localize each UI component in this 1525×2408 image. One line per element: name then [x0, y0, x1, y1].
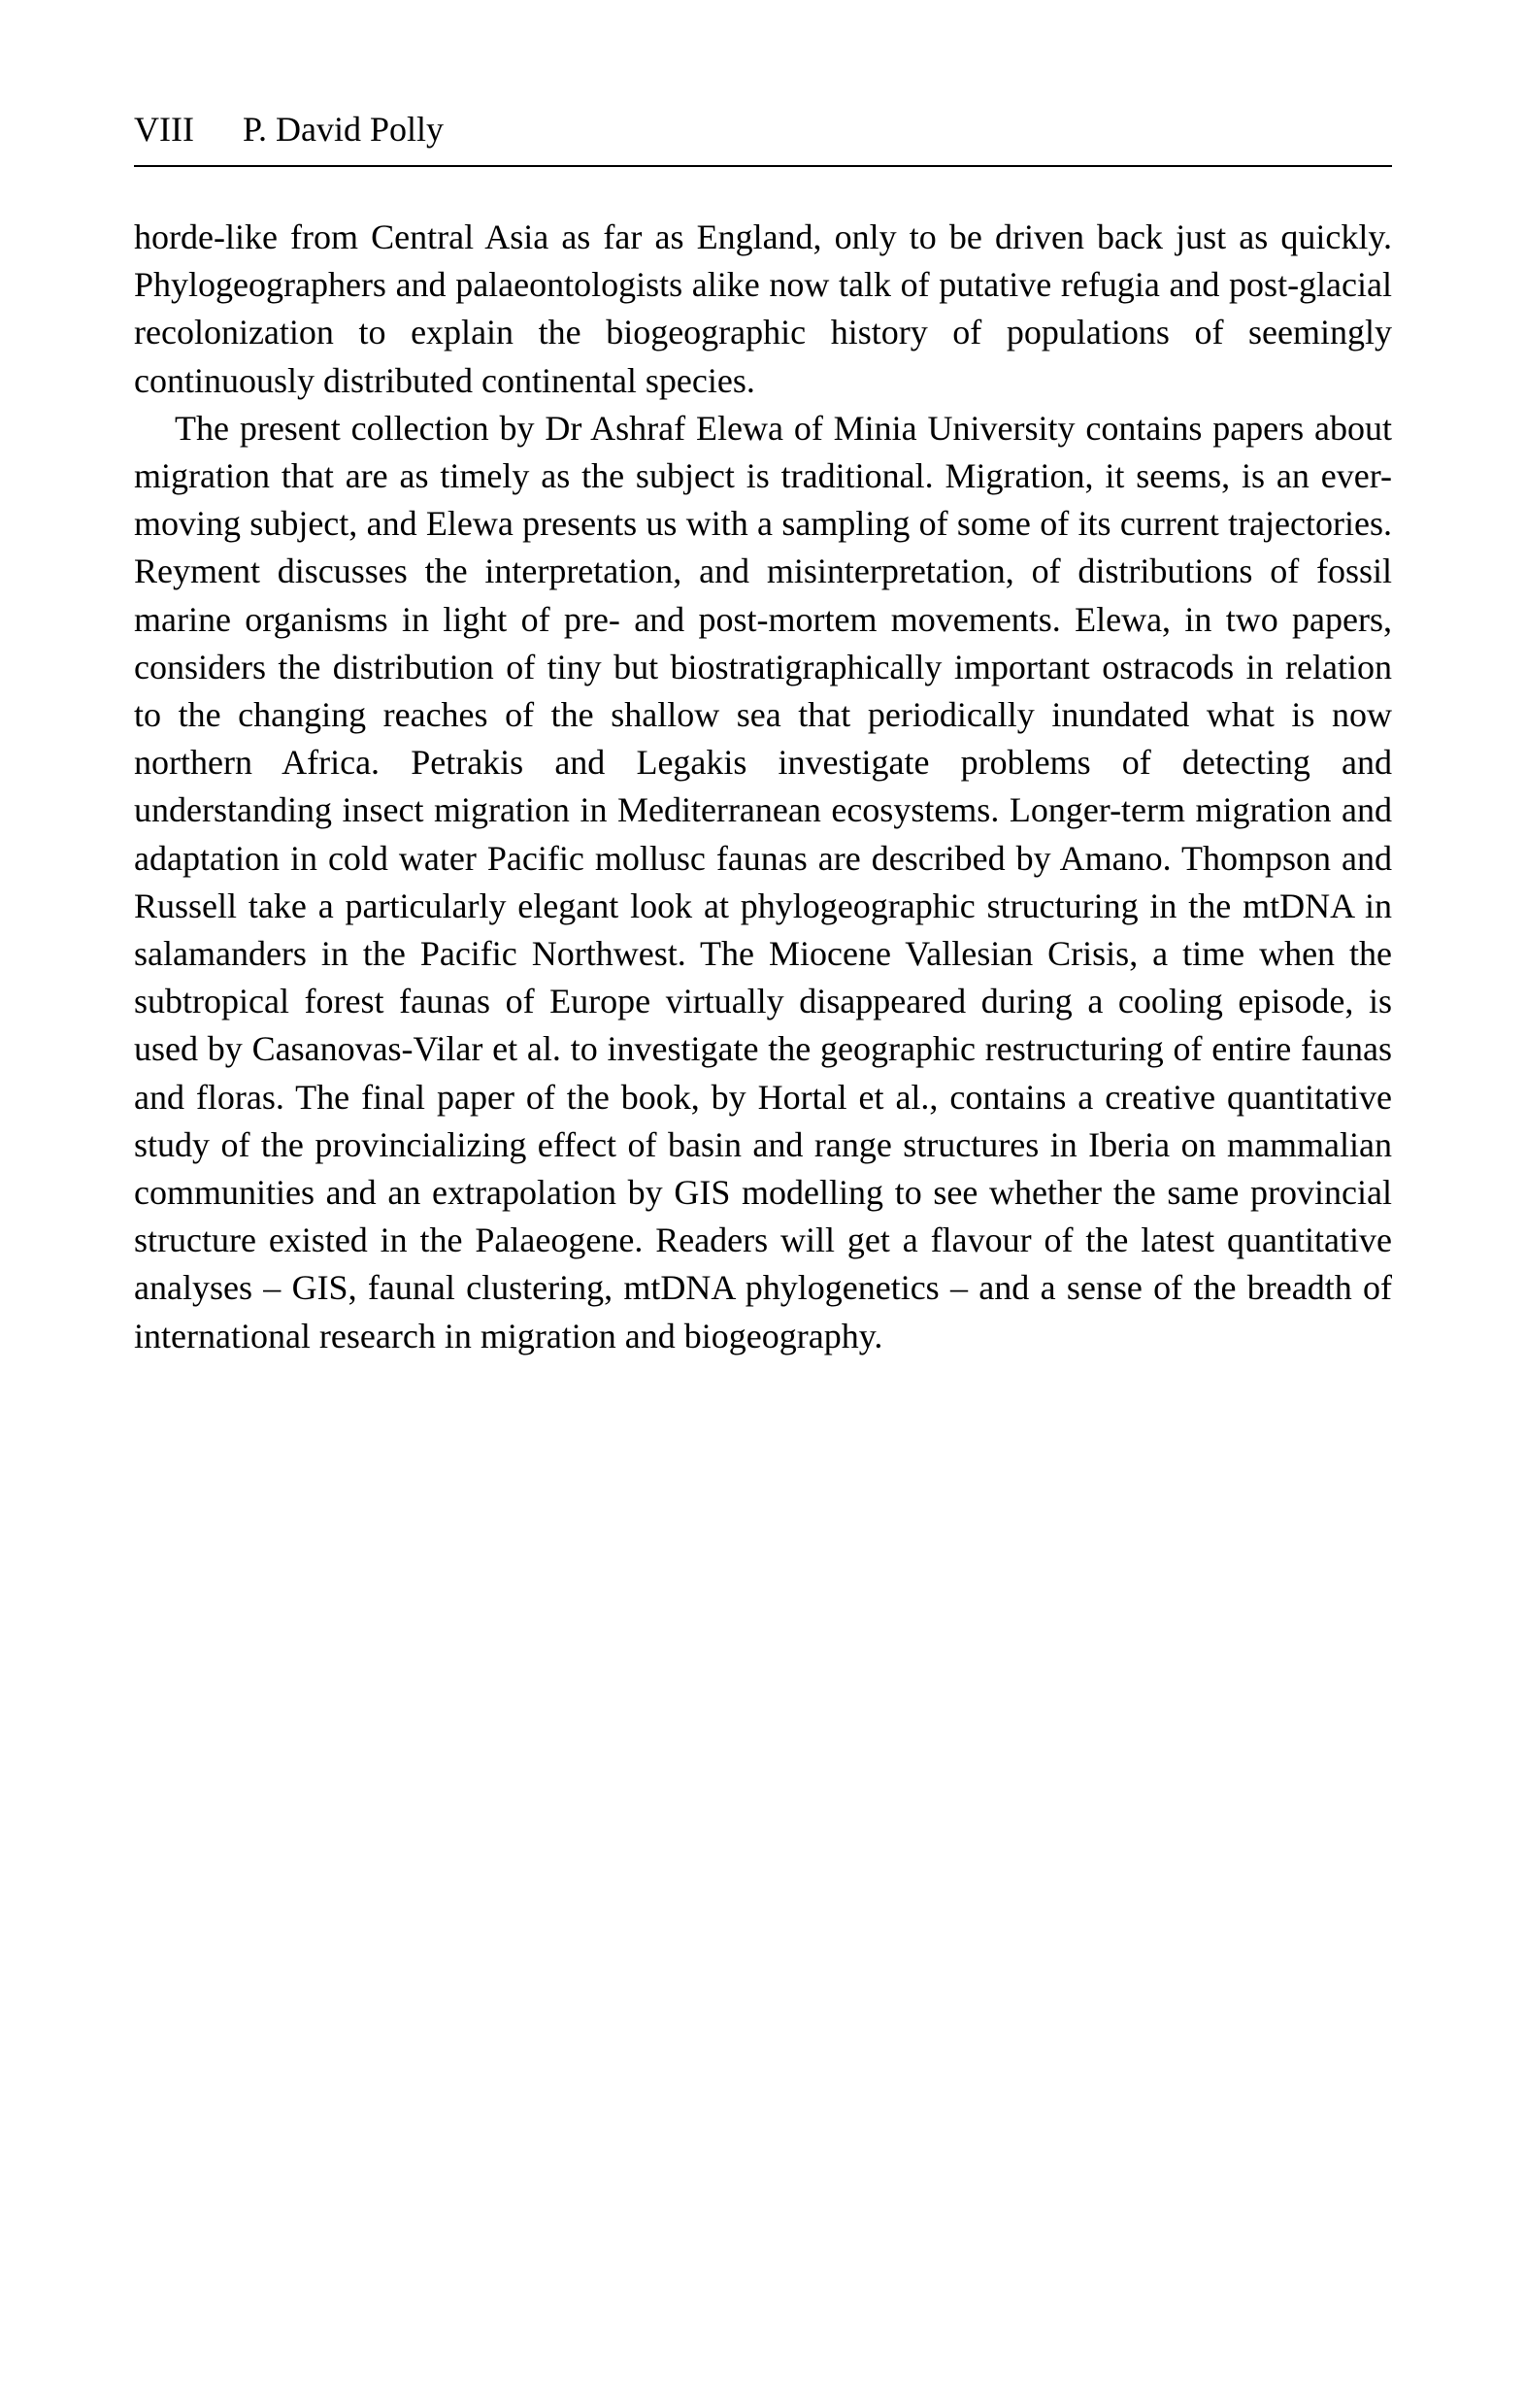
paragraph-continued: horde-like from Central Asia as far as England, only to be driven back just as quickly. Phylogeographers and palaeontologists alike now talk of putative refugia and post-glacial recolonization to explain the biogeographic history of populations of seemingly continuously distributed continental species.: [134, 217, 1392, 400]
paragraph-collection-overview: The present collection by Dr Ashraf Elewa of Minia University contains papers about migration that are as timely as the subject is traditional. Migration, it seems, is an ever-moving subject, and Elewa presents us with a sampling of some of its current trajectories. Reyment discusses the interpretation, and misinterpretation, of distributions of fossil marine organisms in light of pre- and post-mortem movements. Elewa, in two papers, considers the distribution of tiny but biostratigraphically important ostracods in relation to the changing reaches of the shallow sea that periodically inundated what is now northern Africa. Petrakis and Legakis investigate problems of detecting and understanding insect migration in Mediterranean ecosystems. Longer-term migration and adaptation in cold water Pacific mollusc faunas are described by Amano. Thompson and Russell take a particularly elegant look at phylogeographic structuring in the mtDNA in salamanders in the Pacific Northwest. The Miocene Vallesian Crisis, a time when the subtropical forest faunas of Europe virtually disappeared during a cooling episode, is used by Casanovas-Vilar et al. to investigate the geographic restructuring of entire faunas and floras. The final paper of the book, by Hortal et al., contains a creative quantitative study of the provincializing effect of basin and range structures in Iberia on mammalian communities and an extrapolation by GIS modelling to see whether the same provincial structure existed in the Palaeogene. Readers will get a flavour of the latest quantitative analyses – GIS, faunal clustering, mtDNA phylogenetics – and a sense of the breadth of international research in migration and biogeography.: [134, 408, 1392, 1355]
body-text: [134, 214, 1392, 1360]
running-head: [134, 107, 1392, 151]
running-head-author: P. David Polly: [243, 110, 445, 149]
page-number: VIII: [134, 110, 194, 149]
header-rule: [134, 165, 1392, 167]
